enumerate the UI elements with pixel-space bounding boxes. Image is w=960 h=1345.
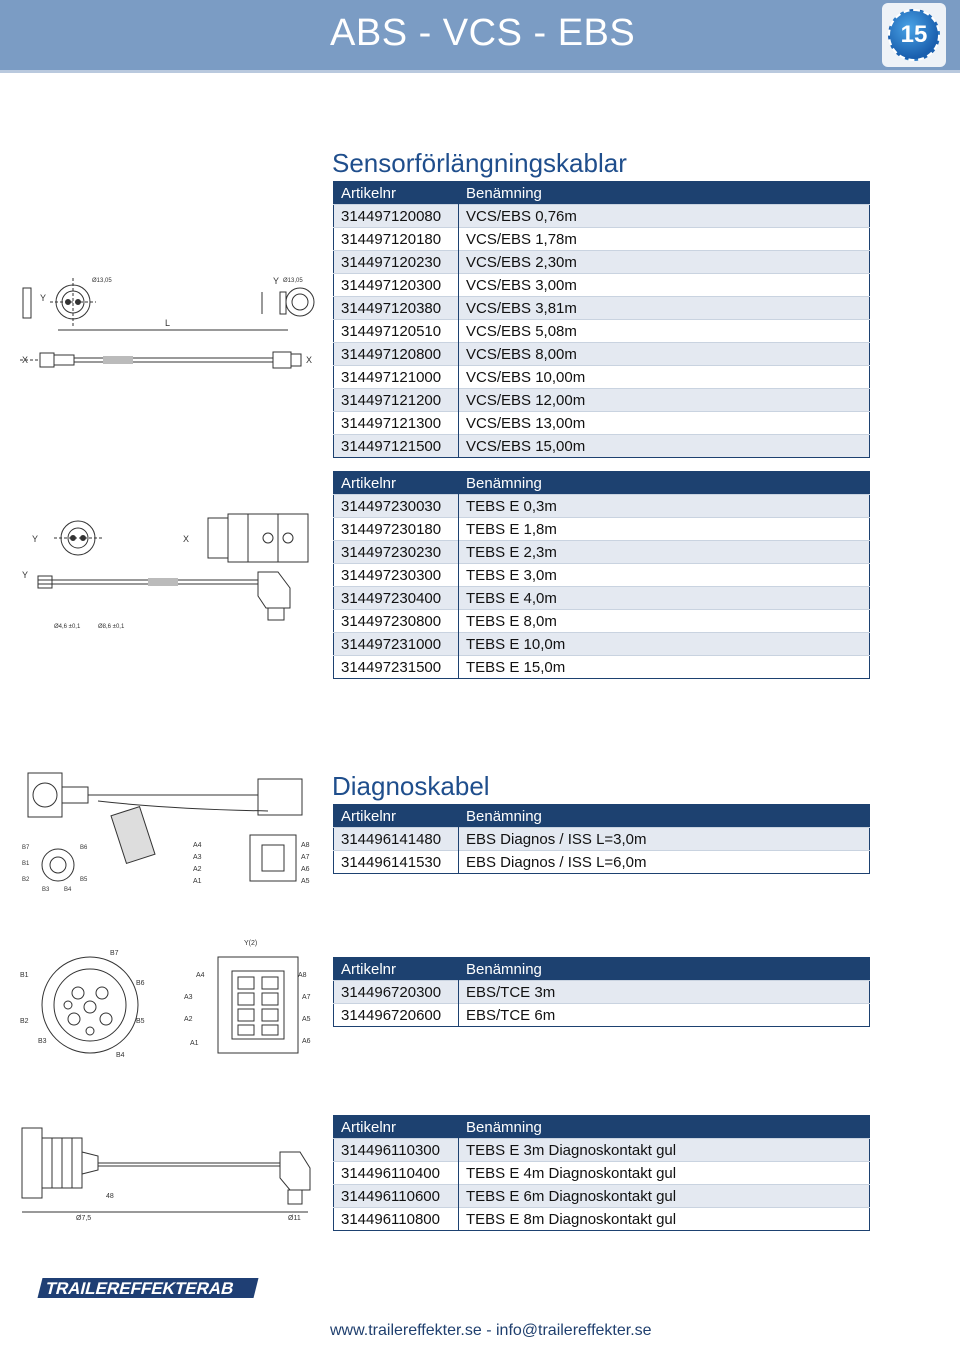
table-row bbox=[334, 1004, 870, 1027]
cell-description: TEBS E 15,0m bbox=[459, 656, 870, 679]
table-header-row bbox=[334, 182, 870, 205]
cell-description: VCS/EBS 10,00m bbox=[459, 366, 870, 389]
pin-label-b7: B7 bbox=[110, 950, 119, 957]
cell-article-number: 314497121500 bbox=[334, 435, 459, 458]
cell-description: TEBS E 10,0m bbox=[459, 633, 870, 656]
cell-description: EBS/TCE 6m bbox=[459, 1004, 870, 1027]
pin-label-a6: A6 bbox=[301, 866, 310, 873]
cell-article-number: 314496720600 bbox=[334, 1004, 459, 1027]
cell-description: VCS/EBS 5,08m bbox=[459, 320, 870, 343]
table-diagnostic-cable bbox=[333, 804, 870, 874]
dim-label-y: Y bbox=[40, 293, 47, 303]
cable-drawing-vcs-ebs bbox=[18, 270, 318, 380]
table-row bbox=[334, 828, 870, 851]
cell-description: TEBS E 3m Diagnoskontakt gul bbox=[459, 1139, 870, 1162]
cell-article-number: 314496110800 bbox=[334, 1208, 459, 1231]
table-row bbox=[334, 656, 870, 679]
pin-label-b3: B3 bbox=[42, 887, 50, 893]
cell-description: VCS/EBS 15,00m bbox=[459, 435, 870, 458]
cell-article-number: 314497120230 bbox=[334, 251, 459, 274]
pin-label-b6: B6 bbox=[80, 845, 88, 851]
cell-article-number: 314496110600 bbox=[334, 1185, 459, 1208]
dim-label-y2: Y bbox=[273, 276, 280, 286]
dim-label-y: Y bbox=[32, 534, 39, 544]
cell-article-number: 314497120510 bbox=[334, 320, 459, 343]
cell-description: TEBS E 2,3m bbox=[459, 541, 870, 564]
pin-label-a3: A3 bbox=[184, 994, 193, 1001]
table-row bbox=[334, 343, 870, 366]
cell-article-number: 314497231500 bbox=[334, 656, 459, 679]
table-row bbox=[334, 228, 870, 251]
section-title-sensor-cables: Sensorförlängningskablar bbox=[332, 148, 627, 178]
page-number: 15 bbox=[900, 21, 928, 48]
pin-label-a5: A5 bbox=[301, 878, 310, 885]
cell-article-number: 314497120180 bbox=[334, 228, 459, 251]
pin-label-b4: B4 bbox=[64, 887, 72, 893]
section-title-diagnostic-cable: Diagnoskabel bbox=[332, 771, 490, 801]
cell-article-number: 314497231000 bbox=[334, 633, 459, 656]
pin-label-a4: A4 bbox=[193, 842, 202, 849]
column-header-article-number: Artikelnr bbox=[334, 1116, 459, 1139]
table-row bbox=[334, 389, 870, 412]
pin-label-b1: B1 bbox=[22, 861, 30, 867]
pin-label-a1: A1 bbox=[190, 1040, 199, 1047]
pin-label-a8: A8 bbox=[298, 972, 307, 979]
pin-label-a4: A4 bbox=[196, 972, 205, 979]
cable-drawing-tebs-e bbox=[18, 498, 318, 643]
pin-label-b5: B5 bbox=[80, 877, 88, 883]
dim-label-x: X bbox=[22, 355, 29, 365]
table-row bbox=[334, 412, 870, 435]
header-divider bbox=[0, 70, 960, 73]
column-header-article-number: Artikelnr bbox=[334, 472, 459, 495]
cell-article-number: 314497230800 bbox=[334, 610, 459, 633]
pin-label-a6: A6 bbox=[302, 1038, 311, 1045]
cell-article-number: 314497121200 bbox=[334, 389, 459, 412]
connector-drawing-ebs-tce bbox=[18, 935, 318, 1065]
table-row bbox=[334, 1162, 870, 1185]
pin-label-b2: B2 bbox=[22, 877, 30, 883]
cell-article-number: 314496141530 bbox=[334, 851, 459, 874]
cell-description: TEBS E 4m Diagnoskontakt gul bbox=[459, 1162, 870, 1185]
cell-article-number: 314496720300 bbox=[334, 981, 459, 1004]
table-row bbox=[334, 851, 870, 874]
cell-article-number: 314496110400 bbox=[334, 1162, 459, 1185]
column-header-article-number: Artikelnr bbox=[334, 182, 459, 205]
table-row bbox=[334, 587, 870, 610]
pin-label-a5: A5 bbox=[302, 1016, 311, 1023]
cell-description: TEBS E 3,0m bbox=[459, 564, 870, 587]
table-row bbox=[334, 320, 870, 343]
table-header-row bbox=[334, 472, 870, 495]
pin-label-b7: B7 bbox=[22, 845, 30, 851]
table-row bbox=[334, 1208, 870, 1231]
dim-label-d75: Ø7,5 bbox=[76, 1215, 92, 1222]
dim-label-x2: X bbox=[306, 355, 313, 365]
cell-description: EBS Diagnos / ISS L=6,0m bbox=[459, 851, 870, 874]
pin-label-b2: B2 bbox=[20, 1018, 29, 1025]
table-row bbox=[334, 1185, 870, 1208]
column-header-article-number: Artikelnr bbox=[334, 958, 459, 981]
footer-contact: www.trailereffekter.se - info@trailereffekter.se bbox=[330, 1322, 652, 1339]
table-row bbox=[334, 610, 870, 633]
column-header-description: Benämning bbox=[459, 805, 870, 828]
cell-description: VCS/EBS 0,76m bbox=[459, 205, 870, 228]
table-row bbox=[334, 435, 870, 458]
table-ebs-tce bbox=[333, 957, 870, 1027]
cable-drawing-tebs-diag bbox=[18, 1122, 318, 1222]
dim-label-d1: Ø13,05 bbox=[92, 278, 112, 284]
column-header-description: Benämning bbox=[459, 1116, 870, 1139]
table-row bbox=[334, 518, 870, 541]
cell-description: VCS/EBS 13,00m bbox=[459, 412, 870, 435]
cell-article-number: 314497121000 bbox=[334, 366, 459, 389]
table-row bbox=[334, 366, 870, 389]
table-header-row bbox=[334, 958, 870, 981]
column-header-description: Benämning bbox=[459, 182, 870, 205]
table-row bbox=[334, 564, 870, 587]
cell-article-number: 314497121300 bbox=[334, 412, 459, 435]
cell-article-number: 314497230300 bbox=[334, 564, 459, 587]
logo-text: TRAILEREFFEKTERAB bbox=[43, 1278, 237, 1298]
pin-label-a2: A2 bbox=[193, 866, 202, 873]
table-row bbox=[334, 297, 870, 320]
cell-article-number: 314497120800 bbox=[334, 343, 459, 366]
page-title: ABS - VCS - EBS bbox=[330, 12, 636, 54]
pin-label-b5: B5 bbox=[136, 1018, 145, 1025]
pin-label-b6: B6 bbox=[136, 980, 145, 987]
connector-label-y: Y(2) bbox=[244, 940, 258, 947]
pin-label-a8: A8 bbox=[301, 842, 310, 849]
table-row bbox=[334, 633, 870, 656]
dim-label-d2: Ø13,05 bbox=[283, 278, 303, 284]
cell-description: EBS Diagnos / ISS L=3,0m bbox=[459, 828, 870, 851]
cell-description: TEBS E 8,0m bbox=[459, 610, 870, 633]
table-row bbox=[334, 251, 870, 274]
cell-article-number: 314497230400 bbox=[334, 587, 459, 610]
cell-article-number: 314497230030 bbox=[334, 495, 459, 518]
table-row bbox=[334, 205, 870, 228]
cell-description: VCS/EBS 1,78m bbox=[459, 228, 870, 251]
pin-label-a2: A2 bbox=[184, 1016, 193, 1023]
cell-description: VCS/EBS 3,81m bbox=[459, 297, 870, 320]
cell-description: TEBS E 8m Diagnoskontakt gul bbox=[459, 1208, 870, 1231]
dim-label-x: X bbox=[183, 534, 190, 544]
pin-label-a7: A7 bbox=[301, 854, 310, 861]
cable-drawing-diagnostic bbox=[18, 765, 318, 895]
column-header-description: Benämning bbox=[459, 472, 870, 495]
pin-label-a1: A1 bbox=[193, 878, 202, 885]
pin-label-b3: B3 bbox=[38, 1038, 47, 1045]
dim-label-48: 48 bbox=[106, 1193, 114, 1200]
cell-description: TEBS E 1,8m bbox=[459, 518, 870, 541]
cell-description: TEBS E 4,0m bbox=[459, 587, 870, 610]
pin-label-b4: B4 bbox=[116, 1052, 125, 1059]
cell-article-number: 314497120080 bbox=[334, 205, 459, 228]
table-header-row bbox=[334, 1116, 870, 1139]
table-row bbox=[334, 274, 870, 297]
table-row bbox=[334, 981, 870, 1004]
table-sensor-cables-tebs bbox=[333, 471, 870, 679]
cell-article-number: 314496110300 bbox=[334, 1139, 459, 1162]
table-row bbox=[334, 495, 870, 518]
dim-label-d11: Ø11 bbox=[288, 1215, 301, 1222]
pin-label-a3: A3 bbox=[193, 854, 202, 861]
table-row bbox=[334, 541, 870, 564]
company-logo bbox=[37, 1276, 259, 1300]
cell-article-number: 314496141480 bbox=[334, 828, 459, 851]
dim-label-l: L bbox=[165, 318, 171, 328]
cell-description: EBS/TCE 3m bbox=[459, 981, 870, 1004]
table-tebs-diag-connector bbox=[333, 1115, 870, 1231]
table-header-row bbox=[334, 805, 870, 828]
column-header-article-number: Artikelnr bbox=[334, 805, 459, 828]
cell-description: TEBS E 0,3m bbox=[459, 495, 870, 518]
pin-label-a7: A7 bbox=[302, 994, 311, 1001]
table-sensor-cables-vcs bbox=[333, 181, 870, 458]
cell-article-number: 314497120380 bbox=[334, 297, 459, 320]
dim-label-d2: Ø8,6 ±0,1 bbox=[98, 624, 125, 630]
dim-label-d1: Ø4,6 ±0,1 bbox=[54, 624, 81, 630]
dim-label-y2: Y bbox=[22, 570, 29, 580]
cell-article-number: 314497230180 bbox=[334, 518, 459, 541]
cell-description: VCS/EBS 8,00m bbox=[459, 343, 870, 366]
cell-article-number: 314497120300 bbox=[334, 274, 459, 297]
column-header-description: Benämning bbox=[459, 958, 870, 981]
cell-description: TEBS E 6m Diagnoskontakt gul bbox=[459, 1185, 870, 1208]
cell-description: VCS/EBS 12,00m bbox=[459, 389, 870, 412]
page-number-badge bbox=[882, 3, 946, 67]
cell-article-number: 314497230230 bbox=[334, 541, 459, 564]
table-row bbox=[334, 1139, 870, 1162]
cell-description: VCS/EBS 3,00m bbox=[459, 274, 870, 297]
pin-label-b1: B1 bbox=[20, 972, 29, 979]
cell-description: VCS/EBS 2,30m bbox=[459, 251, 870, 274]
